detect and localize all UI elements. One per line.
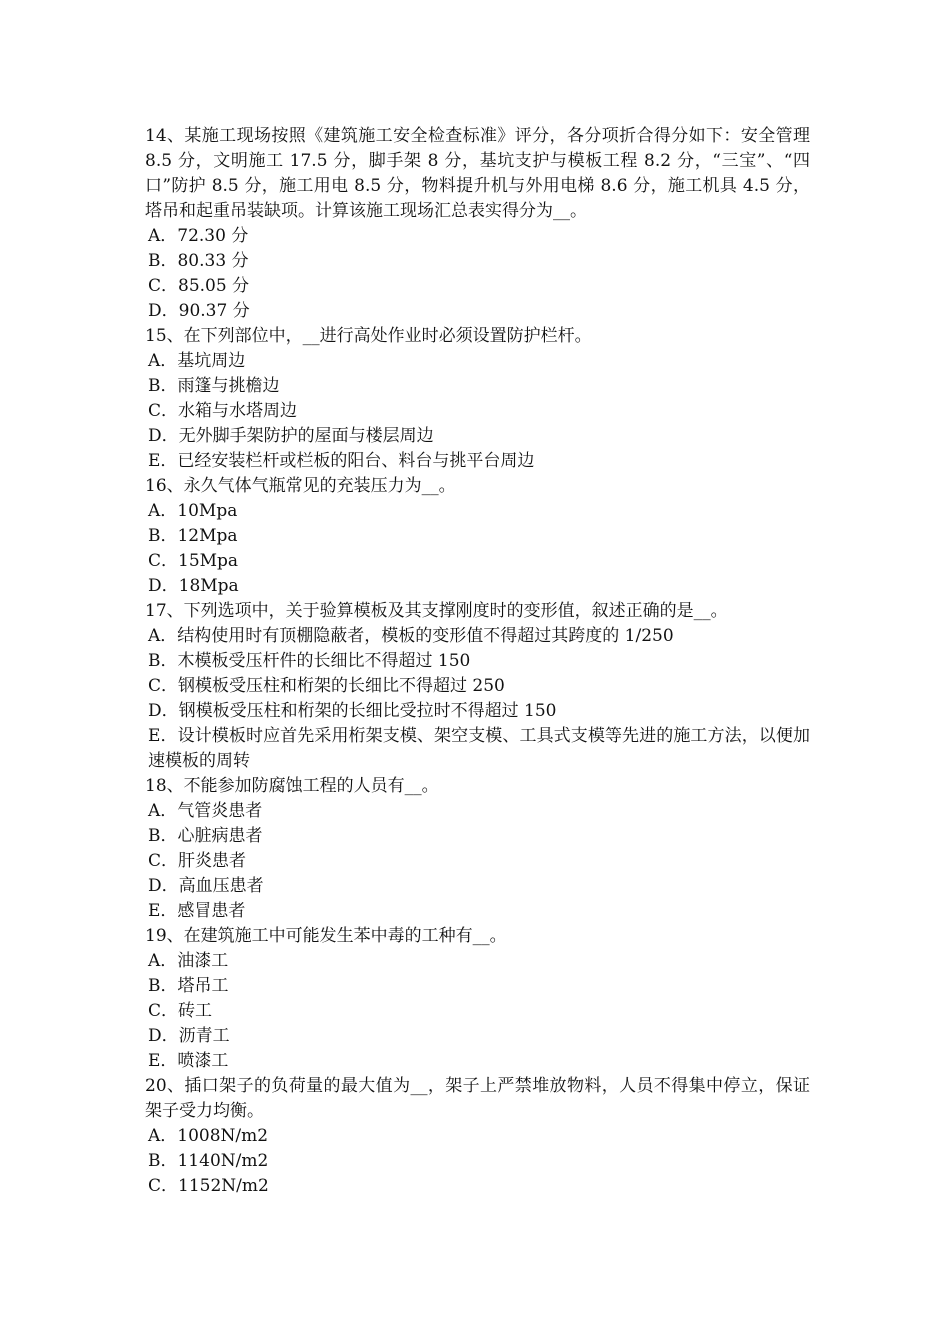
- option-18-e: E．感冒患者: [148, 901, 246, 921]
- option-18-d: D．高血压患者: [148, 876, 264, 896]
- option-18-a: A．气管炎患者: [148, 801, 263, 821]
- question-15: 15、在下列部位中，__进行高处作业时必须设置防护栏杆。: [145, 326, 592, 346]
- question-19: 19、在建筑施工中可能发生苯中毒的工种有__。: [145, 926, 507, 946]
- question-17: 17、下列选项中，关于验算模板及其支撑刚度时的变形值，叙述正确的是__。: [145, 601, 728, 621]
- option-20-a: A．1008N/m2: [148, 1126, 269, 1146]
- question-18: 18、不能参加防腐蚀工程的人员有__。: [145, 776, 439, 796]
- document-page: [145, 124, 810, 1199]
- option-18-c: C．肝炎患者: [148, 851, 247, 871]
- option-17-c: C．钢模板受压柱和桁架的长细比不得超过 250: [148, 676, 505, 696]
- option-16-a: A．10Mpa: [148, 501, 238, 521]
- option-15-b: B．雨篷与挑檐边: [148, 376, 280, 396]
- option-14-c: C．85.05 分: [148, 276, 250, 296]
- option-19-e: E．喷漆工: [148, 1051, 229, 1071]
- option-20-b: B．1140N/m2: [148, 1151, 269, 1171]
- question-20: 20、插口架子的负荷量的最大值为__，架子上严禁堆放物料，人员不得集中停立，保证架子受力均衡。: [145, 1076, 810, 1121]
- option-17-a: A．结构使用时有顶棚隐蔽者，模板的变形值不得超过其跨度的 1/250: [148, 626, 674, 646]
- option-16-d: D．18Mpa: [148, 576, 239, 596]
- option-20-c: C．1152N/m2: [148, 1176, 269, 1196]
- option-14-d: D．90.37 分: [148, 301, 250, 321]
- option-15-a: A．基坑周边: [148, 351, 246, 371]
- option-14-a: A．72.30 分: [148, 226, 249, 246]
- option-14-b: B．80.33 分: [148, 251, 249, 271]
- question-16: 16、永久气体气瓶常见的充装压力为__。: [145, 476, 456, 496]
- option-16-c: C．15Mpa: [148, 551, 239, 571]
- option-15-e: E．已经安装栏杆或栏板的阳台、料台与挑平台周边: [148, 451, 535, 471]
- option-19-d: D．沥青工: [148, 1026, 230, 1046]
- option-15-c: C．水箱与水塔周边: [148, 401, 298, 421]
- option-18-b: B．心脏病患者: [148, 826, 263, 846]
- option-17-e: E．设计模板时应首先采用桁架支模、架空支模、工具式支模等先进的施工方法，以便加速模板的周转: [148, 726, 810, 771]
- option-17-d: D．钢模板受压柱和桁架的长细比受拉时不得超过 150: [148, 701, 557, 721]
- question-14: 14、某施工现场按照《建筑施工安全检查标准》评分，各分项折合得分如下：安全管理 8.5 分，文明施工 17.5 分，脚手架 8 分，基坑支护与模板工程 8.2 分，“三宝”、“四口”防护 8.5 分，施工用电 8.5 分，物料提升机与外用电梯 8.6 分，施工机具 4.5 分，塔吊和起重吊装缺项。计算该施工现场汇总表实得分为__。: [145, 126, 810, 221]
- option-19-a: A．油漆工: [148, 951, 229, 971]
- option-17-b: B．木模板受压杆件的长细比不得超过 150: [148, 651, 471, 671]
- option-16-b: B．12Mpa: [148, 526, 238, 546]
- option-19-b: B．塔吊工: [148, 976, 229, 996]
- option-15-d: D．无外脚手架防护的屋面与楼层周边: [148, 426, 434, 446]
- option-19-c: C．砖工: [148, 1001, 213, 1021]
